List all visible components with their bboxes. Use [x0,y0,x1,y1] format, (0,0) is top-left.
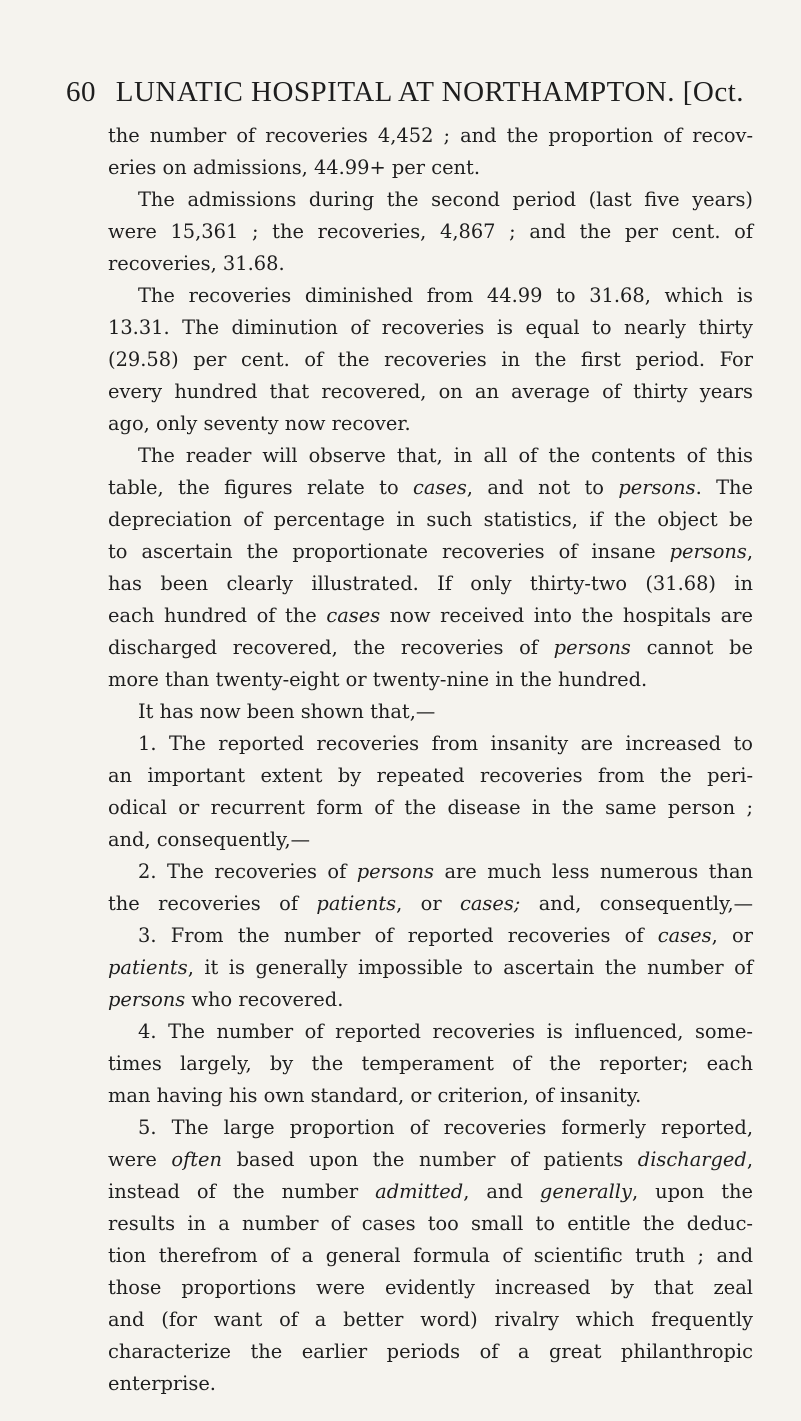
text-line: every hundred that recovered, on an average of thirty years [108,380,753,403]
text-line: results in a number of cases too small to entitle the deduc- [108,1212,753,1235]
text-line: and (for want of a better word) rivalry which frequently [108,1308,753,1331]
text-line: discharged recovered, the recoveries of persons cannot be [108,636,753,659]
text-line: the recoveries of patients, or cases; and, consequently,— [108,892,753,915]
page-number: 60 [66,76,96,108]
text-line: The reader will observe that, in all of the contents of this [138,444,753,467]
header-title: LUNATIC HOSPITAL AT NORTHAMPTON. [115,76,675,108]
text-line: depreciation of percentage in such statistics, if the object be [108,508,753,531]
text-line: man having his own standard, or criterion, of insanity. [108,1084,642,1107]
text-line: characterize the earlier periods of a great philanthropic [108,1340,753,1363]
body-text [108,120,753,1400]
text-line: each hundred of the cases now received into the hospitals are [108,604,753,627]
text-line: and, consequently,— [108,828,311,851]
text-line: persons who recovered. [108,988,344,1011]
text-line: 3. From the number of reported recoveries of cases, or [138,924,753,947]
text-line: ago, only seventy now recover. [108,412,411,435]
text-line: 13.31. The diminution of recoveries is equal to nearly thirty [108,316,753,339]
text-line: The recoveries diminished from 44.99 to 31.68, which is [138,284,753,307]
text-line: were 15,361 ; the recoveries, 4,867 ; and the per cent. of [108,220,753,243]
text-line: the number of recoveries 4,452 ; and the proportion of recov- [108,124,753,147]
text-line: instead of the number admitted, and generally, upon the [108,1180,754,1203]
text-line: were often based upon the number of patients discharged, [108,1148,753,1171]
text-line: It has now been shown that,— [138,700,436,723]
text-line: eries on admissions, 44.99+ per cent. [108,156,480,179]
text-line: 5. The large proportion of recoveries formerly reported, [138,1116,753,1139]
text-line: table, the figures relate to cases, and not to persons. The [108,476,753,499]
header-month: [Oct. [682,76,744,108]
text-line: an important extent by repeated recoveries from the peri- [108,764,753,787]
text-line: The admissions during the second period (last five years) [138,188,753,211]
text-line: enterprise. [108,1372,216,1395]
text-line: 1. The reported recoveries from insanity are increased to [138,732,753,755]
text-line: times largely, by the temperament of the reporter; each [108,1052,753,1075]
text-line: to ascertain the proportionate recoveries of insane persons, [108,540,753,563]
text-line: recoveries, 31.68. [108,252,285,275]
text-line: (29.58) per cent. of the recoveries in the first period. For [108,348,753,371]
text-line: has been clearly illustrated. If only thirty-two (31.68) in [108,572,753,595]
text-line: odical or recurrent form of the disease in the same person ; [108,796,753,819]
running-header [66,76,756,109]
text-line: those proportions were evidently increased by that zeal [108,1276,753,1299]
text-line: tion therefrom of a general formula of scientific truth ; and [108,1244,753,1267]
text-line: patients, it is generally impossible to ascertain the number of [108,956,753,979]
text-line: 4. The number of reported recoveries is influenced, some- [138,1020,753,1043]
text-line: more than twenty-eight or twenty-nine in the hundred. [108,668,648,691]
text-line: 2. The recoveries of persons are much less numerous than [138,860,753,883]
